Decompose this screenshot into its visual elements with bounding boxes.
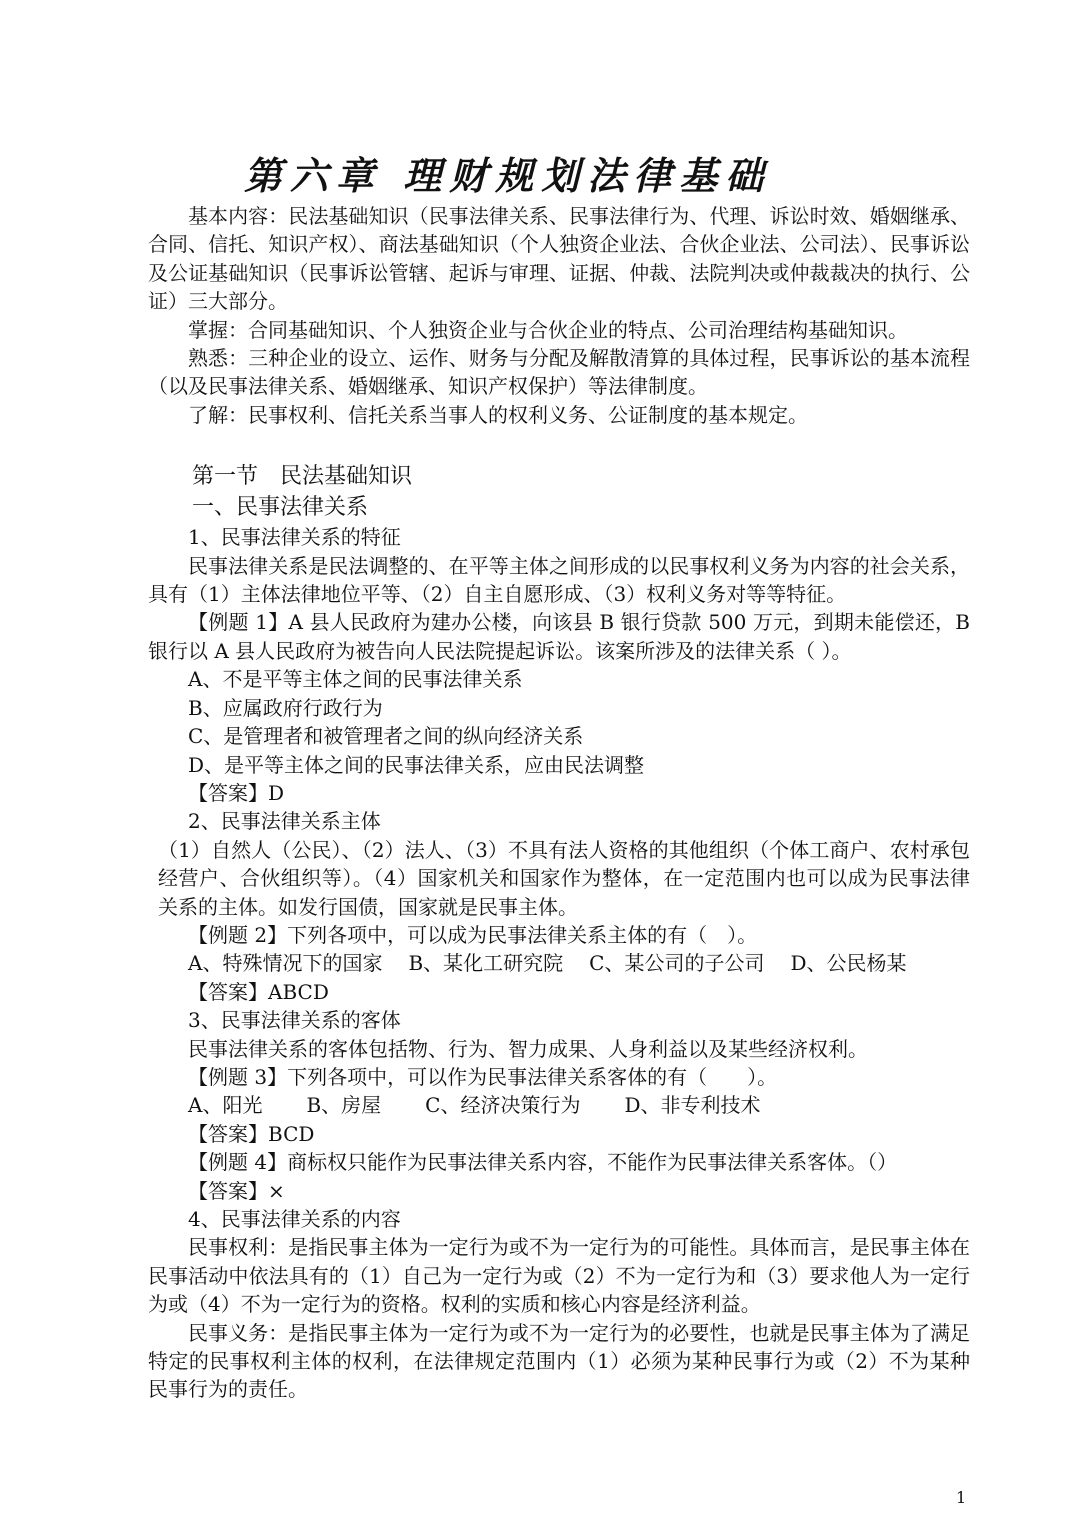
- intro-familiar: 熟悉：三种企业的设立、运作、财务与分配及解散清算的具体过程，民事诉讼的基本流程（以及民事法律关系、婚姻继承、知识产权保护）等法律制度。: [148, 346, 970, 399]
- example-1-option-a: A、不是平等主体之间的民事法律关系: [188, 667, 523, 692]
- point-3-title: 3、民事法律关系的客体: [188, 1008, 401, 1033]
- example-3-answer: 【答案】BCD: [188, 1121, 315, 1146]
- example-1-answer: 【答案】D: [188, 780, 285, 805]
- page-content: [148, 150, 970, 1404]
- example-1-option-d: D、是平等主体之间的民事法律关系，应由民法调整: [188, 752, 645, 777]
- example-3-option-d: D、非专利技术: [624, 1093, 761, 1118]
- example-4-answer: 【答案】×: [188, 1178, 285, 1203]
- chapter-title: 第六章 理财规划法律基础: [244, 153, 772, 198]
- example-3-option-c: C、经济决策行为: [425, 1093, 581, 1118]
- point-1-text: 民事法律关系是民法调整的、在平等主体之间形成的以民事权利义务为内容的社会关系，具有（1）主体法律地位平等、（2）自主自愿形成、（3）权利义务对等等特征。: [148, 553, 970, 607]
- point-2-text: （1）自然人（公民）、（2）法人、（3）不具有法人资格的其他组织（个体工商户、农村承包经营户、合伙组织等）。（4）国家机关和国家作为整体，在一定范围内也可以成为民事法律关系的主体。如发行国债，国家就是民事主体。: [158, 837, 970, 919]
- example-3-question: 【例题 3】下列各项中，可以作为民事法律关系客体的有（ ）。: [188, 1064, 778, 1089]
- page-number: 1: [956, 1488, 967, 1507]
- civil-duty-definition: 民事义务：是指民事主体为一定行为或不为一定行为的必要性，也就是民事主体为了满足特定的民事权利主体的权利，在法律规定范围内（1）必须为某种民事行为或（2）不为某种民事行为的责任。: [148, 1320, 970, 1402]
- example-2-option-d: D、公民杨某: [790, 951, 907, 976]
- point-2-title: 2、民事法律关系主体: [188, 809, 381, 834]
- example-1-question: 【例题 1】A 县人民政府为建办公楼，向该县 B 银行贷款 500 万元，到期未能偿还，B 银行以 A 县人民政府为被告向人民法院提起诉讼。该案所涉及的法律关系（ ）。: [148, 610, 970, 663]
- point-4-title: 4、民事法律关系的内容: [188, 1207, 401, 1231]
- example-1-option-c: C、是管理者和被管理者之间的纵向经济关系: [188, 724, 584, 749]
- example-3-option-a: A、阳光: [188, 1093, 263, 1118]
- subsection-heading: 一、民事法律关系: [192, 495, 369, 521]
- intro-understand: 了解：民事权利、信托关系当事人的权利义务、公证制度的基本规定。: [188, 402, 808, 427]
- example-2-option-b: B、某化工研究院: [408, 951, 564, 976]
- example-2-options: [148, 949, 970, 977]
- point-1-title: 1、民事法律关系的特征: [188, 525, 401, 550]
- example-3-options: [148, 1091, 970, 1119]
- example-1-option-b: B、应属政府行政行为: [188, 695, 383, 720]
- intro-master: 掌握：合同基础知识、个人独资企业与合伙企业的特点、公司治理结构基础知识。: [188, 317, 908, 342]
- example-2-question: 【例题 2】下列各项中，可以成为民事法律关系主体的有（ ）。: [188, 922, 758, 947]
- example-4-question: 【例题 4】商标权只能作为民事法律关系内容，不能作为民事法律关系客体。（）: [188, 1150, 898, 1175]
- example-2-answer: 【答案】ABCD: [188, 979, 329, 1004]
- example-3-option-b: B、房屋: [306, 1093, 382, 1118]
- example-2-option-a: A、特殊情况下的国家: [188, 951, 383, 976]
- civil-right-definition: 民事权利：是指民事主体为一定行为或不为一定行为的可能性。具体而言，是民事主体在民事活动中依法具有的（1）自己为一定行为或（2）不为一定行为和（3）要求他人为一定行为或（4）不为一定行为的资格。权利的实质和核心内容是经济利益。: [148, 1235, 970, 1317]
- intro-basic-content: 基本内容：民法基础知识（民事法律关系、民事法律行为、代理、诉讼时效、婚姻继承、合同、信托、知识产权）、商法基础知识（个人独资企业法、合伙企业法、公司法）、民事诉讼及公证基础知识（民事诉讼管辖、起诉与审理、证据、仲裁、法院判决或仲裁裁决的执行、公证）三大部分。: [148, 204, 970, 314]
- point-3-text: 民事法律关系的客体包括物、行为、智力成果、人身利益以及某些经济权利。: [188, 1036, 868, 1061]
- example-2-option-c: C、某公司的子公司: [589, 951, 765, 976]
- section-heading: 第一节 民法基础知识: [192, 464, 413, 490]
